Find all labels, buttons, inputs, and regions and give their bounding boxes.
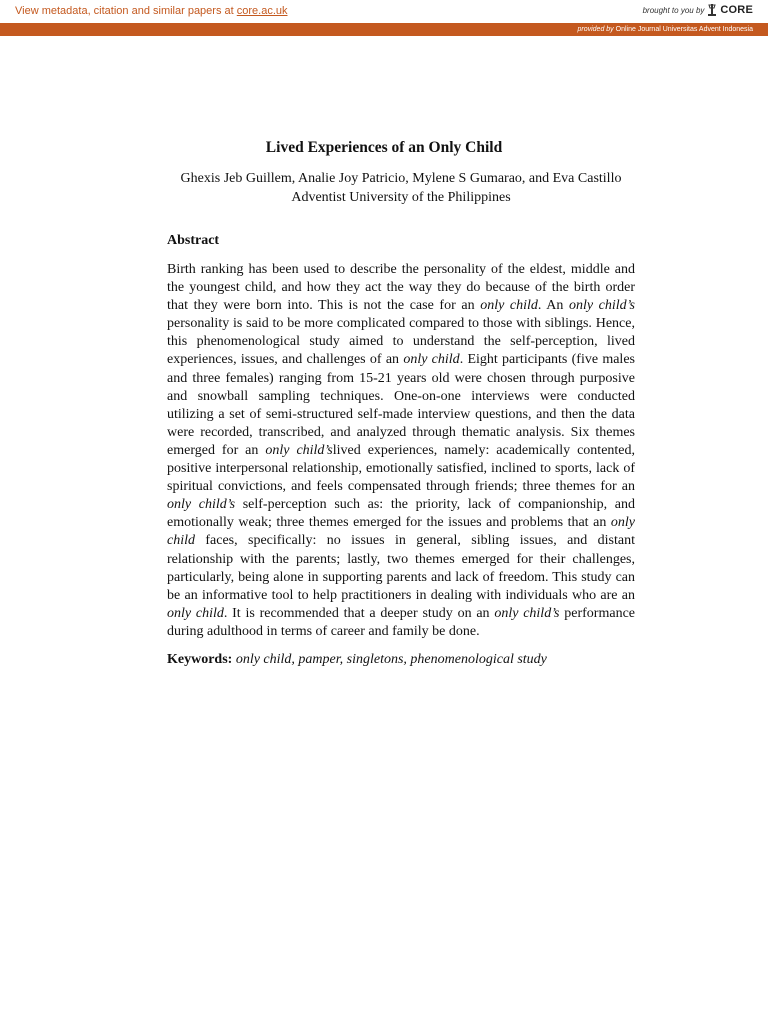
abstract-heading: Abstract bbox=[167, 233, 220, 248]
metadata-text: View metadata, citation and similar papers at bbox=[15, 5, 237, 17]
core-logo-icon bbox=[707, 3, 717, 17]
author-list: Ghexis Jeb Guillem, Analie Joy Patricio, Mylene S Gumarao, and Eva Castillo bbox=[180, 171, 622, 186]
abstract-text: Birth ranking has been used to describe the personality of the eldest, middle and the youngest child, and how they act the way they do because of the birth order that they were born into. This is not the case for an bbox=[167, 262, 635, 314]
keywords-line bbox=[167, 651, 635, 669]
abstract-text: . An bbox=[537, 298, 569, 314]
provider-name[interactable]: Online Journal Universitas Advent Indonesia bbox=[615, 26, 753, 33]
provided-by-label: provided by bbox=[577, 26, 614, 33]
abstract-text: lived experiences, namely: academically contented, positive interpersonal relationship, emotionally satisfied, inclined to sports, lack of spiritual convictions, and feels compensated through friends; three themes for an bbox=[167, 442, 636, 495]
author-affiliation: Adventist University of the Philippines bbox=[291, 190, 511, 205]
abstract-text: faces, specifically: no issues in general, sibling issues, and distant relationship with the parents; lastly, two themes emerged for their challenges, particularly, being alone in supporting parents and lack of freedom. This study can be an informative tool to help practitioners in dealing with individuals who are an bbox=[167, 533, 635, 603]
abstract-emphasis: only child bbox=[480, 298, 538, 314]
abstract-emphasis: only child’s bbox=[568, 298, 635, 314]
brought-text: brought to you by bbox=[642, 5, 705, 15]
abstract-emphasis: only child’s bbox=[167, 497, 236, 513]
abstract-text: . Eight participants (five males and three females) ranging from 15-21 years old were chosen through purposive and snowball sampling techniques. One-on-one interviews were conducted utilizing a set of semi-structured self-made interview questions, and then the data were recorded, transcribed, and analyzed through thematic analysis. Six themes emerged for an bbox=[167, 352, 635, 458]
core-header bbox=[0, 0, 768, 22]
abstract-emphasis: only child bbox=[167, 605, 224, 621]
abstract-text: self-perception such as: the priority, lack of companionship, and emotionally weak; three themes emerged for the issues and problems that an bbox=[167, 497, 635, 531]
paper-title: Lived Experiences of an Only Child bbox=[265, 139, 503, 156]
abstract-emphasis: only child bbox=[167, 515, 635, 549]
abstract-emphasis: only child’s bbox=[494, 605, 560, 621]
keywords-label: Keywords: bbox=[167, 652, 233, 667]
provider-bar bbox=[0, 23, 768, 36]
keywords-list: only child, pamper, singletons, phenomenological study bbox=[235, 652, 547, 667]
abstract-emphasis: only child’s bbox=[265, 442, 333, 458]
core-brand: CORE bbox=[720, 4, 753, 16]
abstract-text: personality is said to be more complicated compared to those with siblings. Hence, this phenomenological study aimed to understand the self-perception, lived experiences, issues, and challenges of an bbox=[167, 316, 635, 368]
metadata-notice bbox=[15, 5, 288, 17]
core-link[interactable]: core.ac.uk bbox=[236, 5, 288, 17]
abstract-text: . It is recommended that a deeper study on an bbox=[223, 605, 495, 621]
abstract-text: performance during adulthood in terms of career and family be done. bbox=[167, 605, 636, 639]
abstract-emphasis: only child bbox=[403, 352, 460, 368]
brought-to-you-by[interactable] bbox=[643, 3, 753, 17]
abstract-body bbox=[167, 261, 635, 641]
